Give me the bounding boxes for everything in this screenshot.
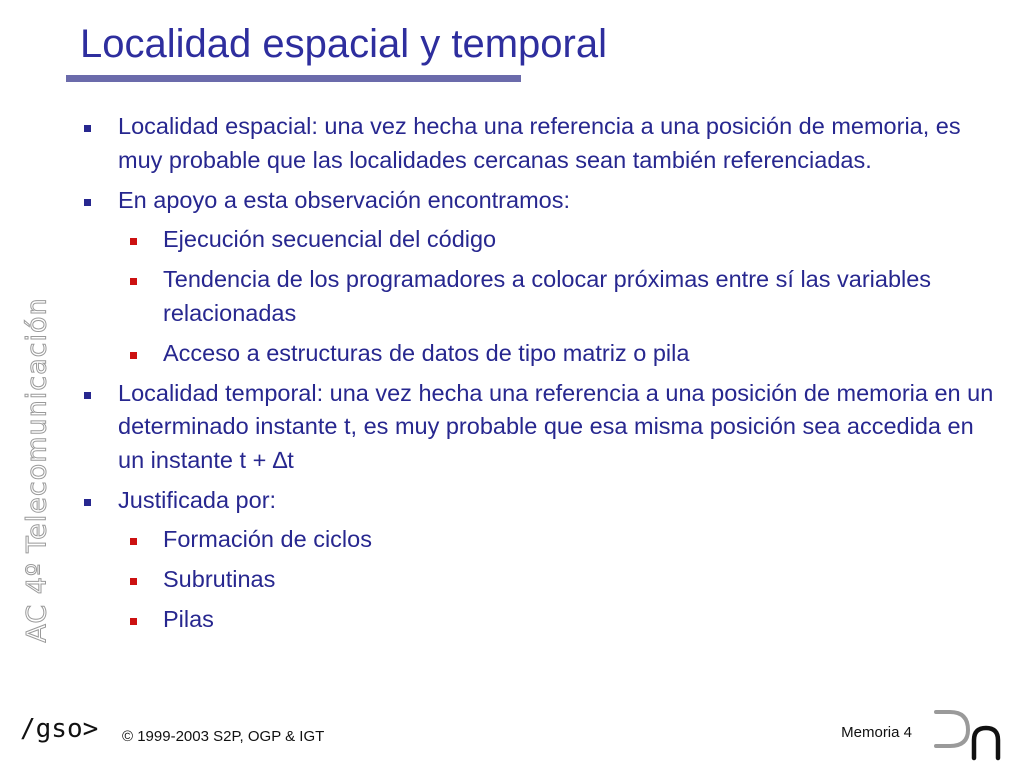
sub-bullet-text: Subrutinas bbox=[163, 566, 276, 592]
sub-bullet-item bbox=[118, 337, 1000, 371]
sub-bullet-text: Pilas bbox=[163, 606, 214, 632]
bullet-list bbox=[80, 110, 1000, 643]
bullet-text: En apoyo a esta observación encontramos: bbox=[118, 186, 570, 213]
sub-bullet-text: Formación de ciclos bbox=[163, 526, 372, 552]
red-square-bullet-icon bbox=[130, 278, 137, 285]
bullet-item-supporting-evidence bbox=[80, 184, 1000, 371]
red-square-bullet-icon bbox=[130, 538, 137, 545]
dn-logo-icon bbox=[930, 706, 1010, 762]
bullet-text: Localidad espacial: una vez hecha una referencia a una posición de memoria, es muy probable que las localidades cercanas sean también referenciadas. bbox=[118, 113, 961, 173]
bullet-text: Justificada por: bbox=[118, 486, 277, 513]
bullet-item-temporal-locality bbox=[80, 377, 1000, 478]
red-square-bullet-icon bbox=[130, 238, 137, 245]
slide-title: Localidad espacial y temporal bbox=[80, 22, 607, 66]
sub-bullet-item bbox=[118, 223, 1000, 257]
square-bullet-icon bbox=[84, 499, 91, 506]
sub-bullet-text: Acceso a estructuras de datos de tipo matriz o pila bbox=[163, 339, 690, 366]
red-square-bullet-icon bbox=[130, 578, 137, 585]
square-bullet-icon bbox=[84, 392, 91, 399]
title-underline bbox=[66, 75, 521, 82]
sub-bullet-item bbox=[118, 523, 1000, 557]
bullet-text: Localidad temporal: una vez hecha una referencia a una posición de memoria en un determinado instante t, es muy probable que esa misma posición sea accedida en un instante t + ∆t bbox=[118, 379, 994, 473]
red-square-bullet-icon bbox=[130, 618, 137, 625]
sub-bullet-item bbox=[118, 603, 1000, 637]
red-square-bullet-icon bbox=[130, 352, 137, 359]
sub-bullet-item bbox=[118, 563, 1000, 597]
sub-bullet-text: Ejecución secuencial del código bbox=[163, 226, 497, 252]
bullet-item-spatial-locality bbox=[80, 110, 1000, 177]
sub-bullet-list bbox=[118, 223, 1000, 370]
copyright-text: © 1999-2003 S2P, OGP & IGT bbox=[122, 728, 325, 745]
side-course-label: AC 4º Telecomunicación bbox=[21, 297, 53, 643]
sub-bullet-item bbox=[118, 263, 1000, 330]
gso-logo: /gso> bbox=[20, 714, 99, 744]
square-bullet-icon bbox=[84, 199, 91, 206]
sub-bullet-list bbox=[118, 523, 1000, 637]
bullet-item-justification bbox=[80, 484, 1000, 637]
page-label: Memoria 4 bbox=[841, 724, 912, 741]
square-bullet-icon bbox=[84, 125, 91, 132]
sub-bullet-text: Tendencia de los programadores a colocar próximas entre sí las variables relacionadas bbox=[163, 266, 932, 326]
